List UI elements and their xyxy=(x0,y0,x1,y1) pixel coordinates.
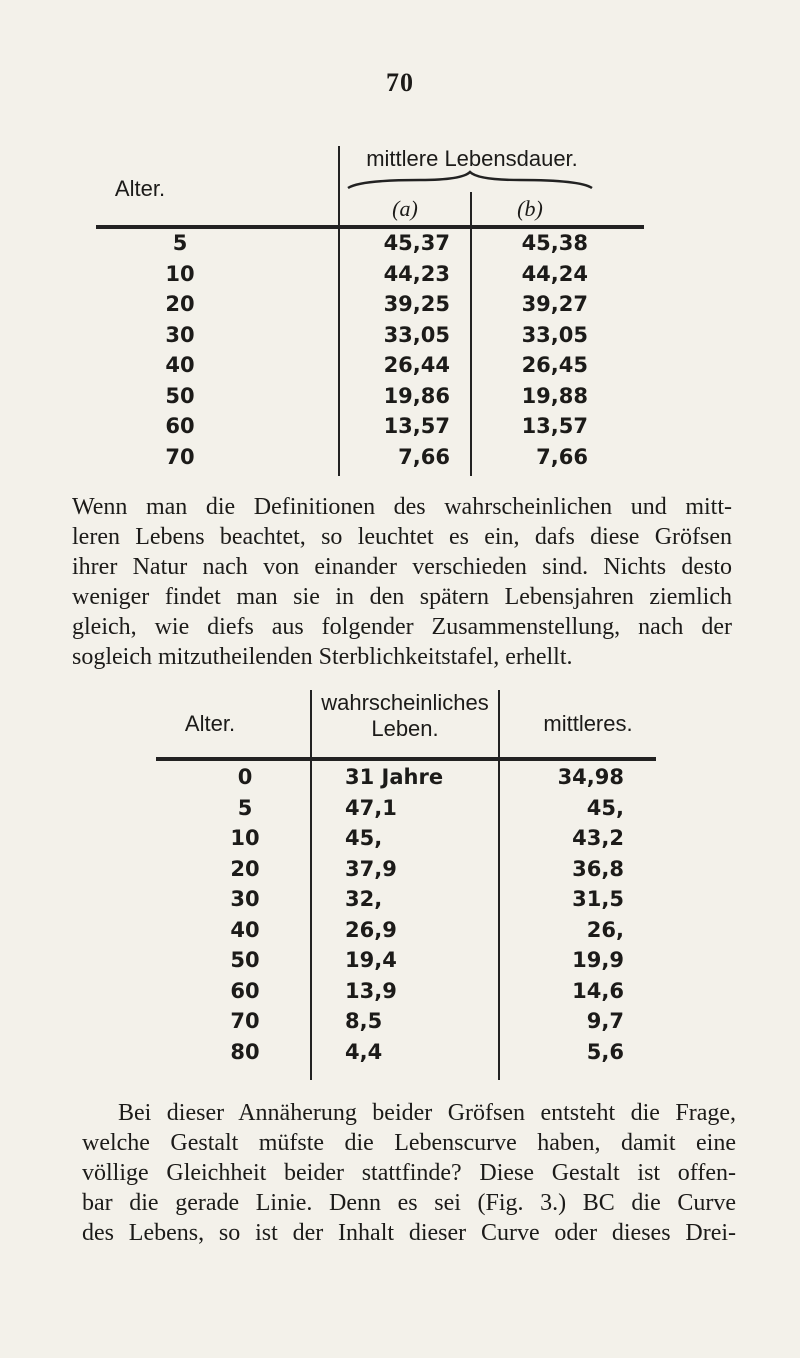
table1-cell: 45,37 xyxy=(383,231,450,255)
table2-cell: 60 xyxy=(230,978,260,1003)
table2-cell: 26, xyxy=(586,917,624,942)
table2-cell: 19,9 xyxy=(572,948,624,972)
table1-header-age: Alter. xyxy=(114,176,166,201)
table1-cell: 7,66 xyxy=(536,444,588,469)
table1-cell: 45,38 xyxy=(521,231,588,255)
table2-cell: 45, xyxy=(345,826,383,850)
table1-cell: 5 xyxy=(172,231,188,255)
table2-cell: 4,4 xyxy=(345,1039,383,1064)
table2-cell: 26,9 xyxy=(345,917,397,942)
table1-cell: 39,25 xyxy=(383,292,450,316)
paragraph-line: gleich, wie diefs aus folgender Zusammenstellung, nach der xyxy=(72,614,732,640)
table1-cell: 26,45 xyxy=(521,353,588,377)
table2-cell: 20 xyxy=(230,856,260,881)
table2-cell: 13,9 xyxy=(345,978,397,1003)
table2-header-age: Alter. xyxy=(184,711,236,736)
table1-cell: 13,57 xyxy=(521,414,588,438)
table2-header-rule xyxy=(156,757,656,761)
table1-cell: 20 xyxy=(165,292,195,316)
paragraph-line: sogleich mitzutheilenden Sterblichkeitstafel, erhellt. xyxy=(72,644,573,670)
paragraph-line: weniger findet man sie in den spätern Lebensjahren ziemlich xyxy=(72,584,732,610)
table2-header-prob-2: Leben. xyxy=(371,716,439,741)
table2-cell: 34,98 xyxy=(557,765,624,789)
table1-cell: 19,86 xyxy=(383,383,450,408)
paragraph-line: welche Gestalt müfste die Lebenscurve haben, damit eine xyxy=(82,1130,736,1156)
paragraph-1 xyxy=(72,492,732,672)
table2-cell: 70 xyxy=(230,1009,260,1033)
table2-cell: 43,2 xyxy=(572,826,624,850)
table2-cell: 45, xyxy=(586,795,624,820)
paragraph-line: des Lebens, so ist der Inhalt dieser Curve oder dieses Drei- xyxy=(82,1220,736,1246)
table2-divider-2 xyxy=(498,690,500,1080)
paragraph-line: bar die gerade Linie. Denn es sei (Fig. 3.) BC die Curve xyxy=(82,1190,736,1216)
table1-cell: 33,05 xyxy=(521,322,588,347)
table1-cell: 60 xyxy=(165,414,195,438)
table2-cell: 0 xyxy=(237,765,253,789)
table2-cell: 10 xyxy=(230,826,260,850)
table2-header-prob-1: wahrscheinliches xyxy=(321,690,489,715)
table2-cell: 5 xyxy=(237,795,253,820)
table1-divider-2 xyxy=(470,192,472,476)
table2-cell: 8,5 xyxy=(345,1009,383,1033)
table1-cell: 50 xyxy=(165,383,195,408)
table2-cell: 80 xyxy=(230,1039,260,1064)
table1-cell: 70 xyxy=(165,444,195,469)
table1-cell: 44,23 xyxy=(383,261,450,286)
table2-header-mean: mittleres. xyxy=(543,711,633,736)
table2-cell: 19,4 xyxy=(345,948,397,972)
table1-cell: 26,44 xyxy=(383,353,450,377)
paragraph-line: völlige Gleichheit beider stattfinde? Diese Gestalt ist offen- xyxy=(82,1160,736,1186)
table1-divider-1 xyxy=(338,146,340,476)
table2-cell: 31 Jahre xyxy=(345,765,444,789)
table2-cell: 30 xyxy=(230,887,260,911)
table2-cell: 36,8 xyxy=(572,856,624,881)
table2-cell: 40 xyxy=(230,917,260,942)
table2-cell: 47,1 xyxy=(345,795,397,820)
table1-cell: 33,05 xyxy=(383,322,450,347)
table2-cell: 5,6 xyxy=(586,1039,624,1064)
table2-cell: 50 xyxy=(230,948,260,972)
table2-cell: 31,5 xyxy=(572,887,624,911)
table1-header-rule xyxy=(96,225,644,229)
table2-cell: 14,6 xyxy=(572,978,624,1003)
table1-cell: 10 xyxy=(165,261,195,286)
table1-header-group: mittlere Lebensdauer. xyxy=(366,146,578,171)
table1-cell: 13,57 xyxy=(383,414,450,438)
paragraph-line: leren Lebens beachtet, so leuchtet es ein, dafs diese Gröfsen xyxy=(72,524,732,550)
table1-cell: 39,27 xyxy=(521,292,588,316)
table2-cell: 37,9 xyxy=(345,856,397,881)
table1-cell: 44,24 xyxy=(521,261,588,286)
paragraph-line: ihrer Natur nach von einander verschieden sind. Nichts desto xyxy=(72,554,732,580)
table2-cell: 32, xyxy=(345,887,383,911)
table1-cell: 30 xyxy=(165,322,195,347)
paragraph-2 xyxy=(82,1098,736,1248)
page-number: 70 xyxy=(386,68,414,97)
table1-cell: 7,66 xyxy=(398,444,450,469)
paragraph-line: Wenn man die Definitionen des wahrscheinlichen und mitt- xyxy=(72,494,732,520)
table1-cell: 19,88 xyxy=(521,383,588,408)
table1-sub-b: (b) xyxy=(517,196,543,221)
table1-sub-a: (a) xyxy=(392,196,418,221)
table1-cell: 40 xyxy=(165,353,195,377)
table2-cell: 9,7 xyxy=(586,1009,624,1033)
paragraph-line: Bei dieser Annäherung beider Gröfsen entsteht die Frage, xyxy=(118,1100,736,1126)
